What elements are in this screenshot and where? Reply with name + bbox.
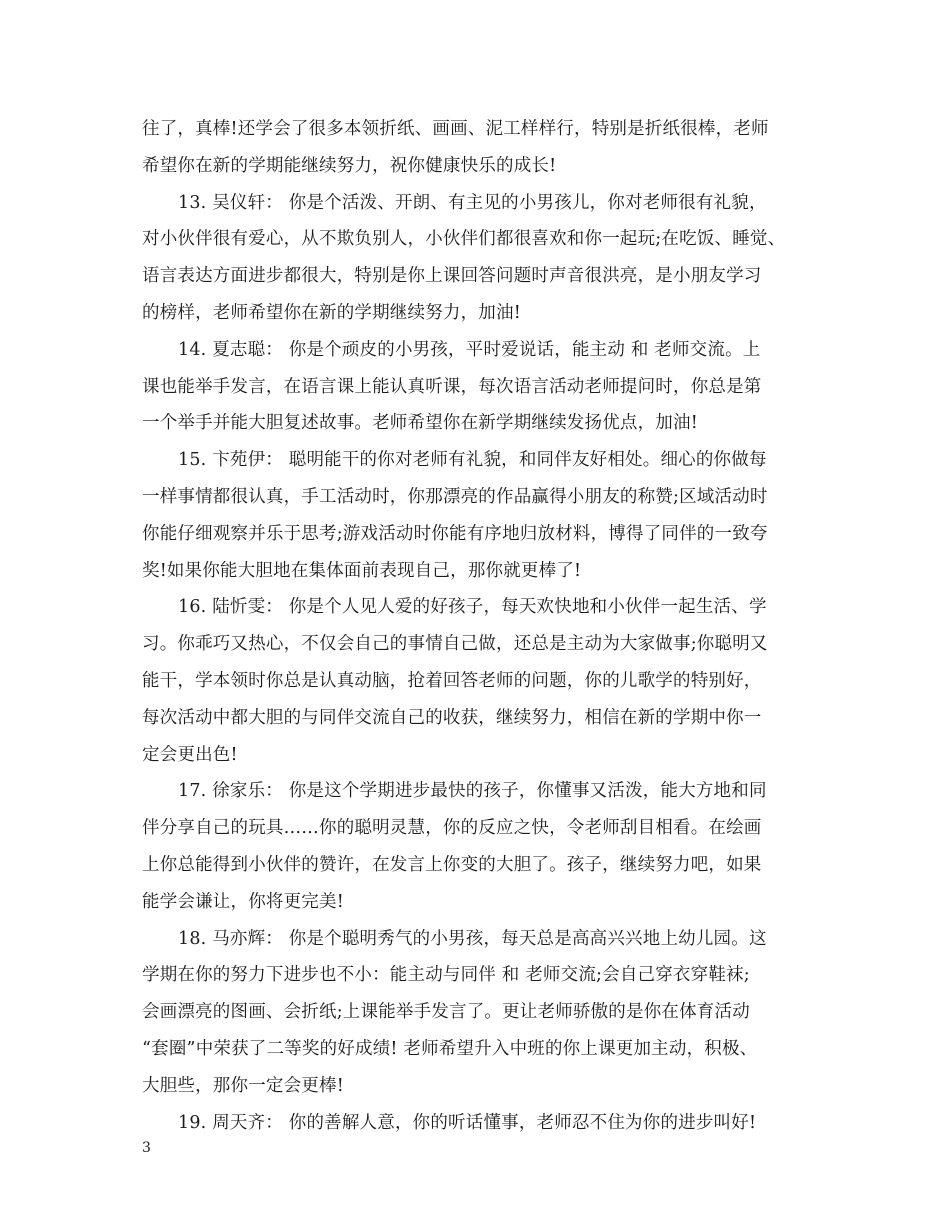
- text-line: 一样事情都很认真，手工活动时，你那漂亮的作品赢得小朋友的称赞;区域活动时: [142, 486, 768, 507]
- text-line: 希望你在新的学期能继续努力，祝你健康快乐的成长!: [142, 155, 557, 176]
- entry-18-line: 18. 马亦辉： 你是个聪明秀气的小男孩，每天总是高高兴兴地上幼儿园。这: [178, 928, 767, 949]
- text-line: 能学会谦让，你将更完美!: [142, 891, 344, 912]
- entry-16-line: 16. 陆忻雯： 你是个人见人爱的好孩子，每天欢快地和小伙伴一起生活、学: [178, 597, 767, 618]
- text-line: 学期在你的努力下进步也不小：能主动与同伴 和 老师交流;会自己穿衣穿鞋袜;: [142, 965, 750, 986]
- document-body: [142, 117, 812, 1147]
- text-line: 伴分享自己的玩具……你的聪明灵慧，你的反应之快，令老师刮目相看。在绘画: [142, 818, 762, 839]
- text-line: 会画漂亮的图画、会折纸;上课能举手发言了。更让老师骄傲的是你在体育活动: [142, 1002, 750, 1023]
- text-line: 每次活动中都大胆的与同伴交流自己的收获，继续努力，相信在新的学期中你一: [142, 707, 762, 728]
- text-line: 习。你乖巧又热心，不仅会自己的事情自己做，还总是主动为大家做事;你聪明又: [142, 634, 768, 655]
- page-number: 3: [142, 1140, 151, 1156]
- entry-13-line: 13. 吴仪轩： 你是个活泼、开朗、有主见的小男孩儿，你对老师很有礼貌，: [178, 192, 767, 213]
- entry-15-line: 15. 卞苑伊： 聪明能干的你对老师有礼貌，和同伴友好相处。细心的你做每: [178, 450, 767, 471]
- text-line: 能干，学本领时你总是认真动脑，抢着回答老师的问题，你的儿歌学的特别好，: [142, 670, 762, 691]
- text-line: 大胆些，那你一定会更棒!: [142, 1075, 344, 1096]
- entry-19-line: 19. 周天齐： 你的善解人意，你的听话懂事，老师忍不住为你的进步叫好!: [178, 1112, 757, 1133]
- text-line: 往了，真棒!还学会了很多本领折纸、画画、泥工样样行，特别是折纸很棒，老师: [142, 119, 769, 139]
- text-line: 课也能举手发言，在语言课上能认真听课，每次语言活动老师提问时，你总是第: [142, 376, 762, 397]
- entry-17-line: 17. 徐家乐： 你是这个学期进步最快的孩子，你懂事又活泼，能大方地和同: [178, 781, 767, 802]
- text-line: 定会更出色!: [142, 744, 238, 765]
- text-line: 你能仔细观察并乐于思考;游戏活动时你能有序地归放材料，博得了同伴的一致夸: [142, 523, 768, 544]
- text-line: 上你总能得到小伙伴的赞许，在发言上你变的大胆了。孩子，继续努力吧，如果: [142, 854, 762, 875]
- text-line: 奖!如果你能大胆地在集体面前表现自己，那你就更棒了!: [142, 560, 582, 581]
- entry-14-line: 14. 夏志聪： 你是个顽皮的小男孩，平时爱说话，能主动 和 老师交流。上: [178, 339, 761, 360]
- text-line: 对小伙伴很有爱心，从不欺负别人，小伙伴们都很喜欢和你一起玩;在吃饭、睡觉、: [142, 229, 786, 250]
- text-line: 语言表达方面进步都很大，特别是你上课回答问题时声音很洪亮，是小朋友学习: [142, 266, 762, 287]
- text-line: 一个举手并能大胆复述故事。老师希望你在新学期继续发扬优点，加油!: [142, 413, 698, 434]
- text-line: “套圈”中荣获了二等奖的好成绩! 老师希望升入中班的你上课更加主动，积极、: [142, 1038, 758, 1059]
- text-line: 的榜样，老师希望你在新的学期继续努力，加油!: [142, 302, 521, 323]
